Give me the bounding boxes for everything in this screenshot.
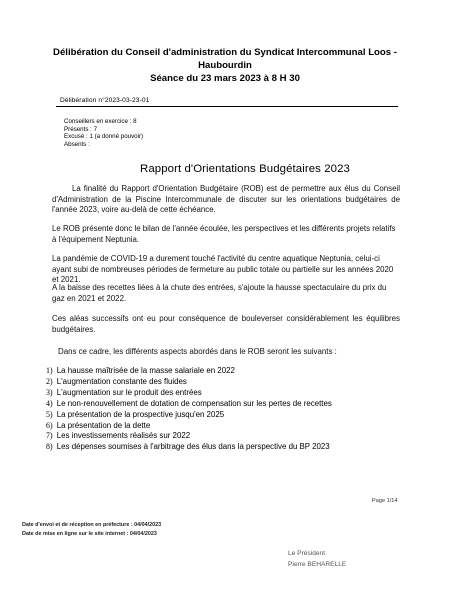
absents-count: Absents : xyxy=(64,140,90,148)
paragraph-gas-price: A la baisse des recettes liées à la chute des entrées, s'ajoute la hausse spectaculaire du prix du gaz en 2021 et 2022. xyxy=(52,283,387,303)
document-header xyxy=(20,46,430,85)
header-title-line1: Délibération du Conseil d'administration du Syndicat Intercommunal Loos - xyxy=(53,47,397,58)
signatory-role: Le Président xyxy=(288,550,326,557)
list-item-number: 6) xyxy=(46,420,53,430)
list-item-text: L'augmentation constante des fluides xyxy=(56,376,187,386)
list-item-number: 4) xyxy=(46,398,53,408)
deliberation-divider xyxy=(56,106,398,107)
list-item xyxy=(46,399,332,410)
page-number: Page 1/14 xyxy=(372,498,398,504)
list-item-text: La présentation de la dette xyxy=(56,420,151,430)
list-item-number: 8) xyxy=(46,442,53,452)
list-item-text: L'augmentation sur le produit des entrées xyxy=(56,387,202,397)
paragraph-overview: Le ROB présente donc le bilan de l'année écoulée, les perspectives et les différents projets relatifs à l'équipement Neptunia. xyxy=(52,224,396,244)
list-item-number: 7) xyxy=(46,431,53,441)
conseillers-count: Conseillers en exercice : 8 xyxy=(64,118,137,125)
list-item-text: Les investissements réalisés sur 2022 xyxy=(56,431,191,441)
topics-list xyxy=(46,366,332,453)
list-item xyxy=(46,377,332,388)
presents-count: Présents : 7 xyxy=(64,125,98,133)
paragraph-purpose: La finalité du Rapport d'Orientation Budgétaire (ROB) est de permettre aux élus du Conseil d'Administration de la Piscine Intercommunale de discuter sur les orientations budgétaires de l'année 2023, voire au-delà de cette échéance. xyxy=(52,184,400,215)
excuse-count: Excusé : 1 (a donné pouvoir) xyxy=(64,133,144,141)
list-item xyxy=(46,366,332,377)
footer-dates xyxy=(22,521,161,539)
header-title-line2: Haubourdin xyxy=(198,60,252,71)
list-item xyxy=(46,442,332,453)
list-item-text: La présentation de la prospective jusqu'en 2025 xyxy=(56,409,225,419)
list-item-text: Le non-renouvellement de dotation de compensation sur les pertes de recettes xyxy=(56,398,332,408)
list-item xyxy=(46,431,332,442)
signature-block xyxy=(288,549,346,570)
list-item-number: 1) xyxy=(46,366,53,375)
paragraph-list-intro: Dans ce cadre, les différents aspects abordés dans le ROB seront les suivants : xyxy=(58,347,337,356)
list-item xyxy=(46,388,332,399)
list-item xyxy=(46,421,332,432)
paragraph-consequences: Ces aléas successifs ont eu pour conséquence de bouleverser considérablement les équilibres budgétaires. xyxy=(52,314,400,334)
deliberation-reference: Délibération n°2023-03-23-01 xyxy=(60,97,150,104)
header-title-line3: Séance du 23 mars 2023 à 8 H 30 xyxy=(150,73,300,84)
list-item-text: La hausse maîtrisée de la masse salariale en 2022 xyxy=(56,366,235,375)
paragraph-covid: La pandémie de COVID-19 a durement touché l'activité du centre aquatique Neptunia, celui-ci ayant subi de nombreuses périodes de fermeture au public totale ou partielle sur les années 2020 et 2021. xyxy=(52,254,394,285)
list-item xyxy=(46,410,332,421)
publication-date: Date de mise en ligne sur le site internet : 04/04/2023 xyxy=(22,531,157,537)
attendance-block xyxy=(64,118,143,148)
signatory-name: Pierre BEHARELLE xyxy=(288,560,347,568)
reception-date: Date d'envoi et de réception en préfecture : 04/04/2023 xyxy=(22,522,162,528)
list-item-number: 2) xyxy=(46,376,53,386)
report-title: Rapport d'Orientations Budgétaires 2023 xyxy=(140,163,350,175)
list-item-number: 5) xyxy=(46,409,53,419)
list-item-number: 3) xyxy=(46,387,53,397)
list-item-text: Les dépenses soumises à l'arbitrage des élus dans la perspective du BP 2023 xyxy=(56,442,330,452)
